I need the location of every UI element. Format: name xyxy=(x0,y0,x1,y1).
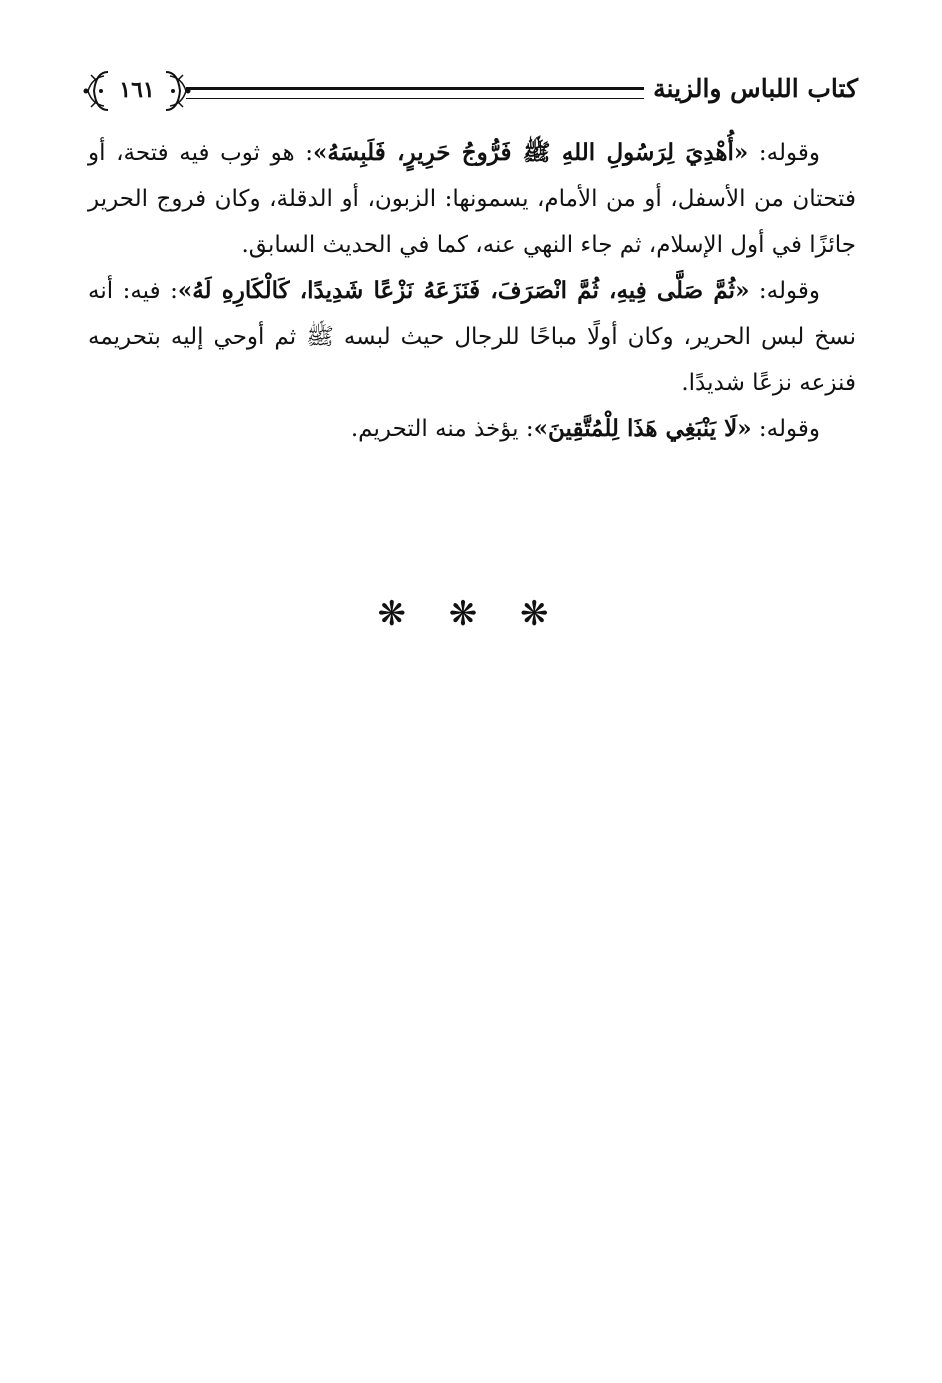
paragraph-lead: وقوله: xyxy=(749,278,820,304)
page-number: ١٦١ xyxy=(119,77,155,103)
header-rule xyxy=(186,87,644,99)
paragraph xyxy=(88,268,856,406)
running-header-title: كتاب اللباس والزينة xyxy=(653,74,858,103)
section-end-ornament: ❋ ❋ ❋ xyxy=(377,594,565,634)
hadith-quote: «أُهْدِيَ لِرَسُولِ اللهِ ﷺ فَرُّوجُ حَرِيرٍ، فَلَبِسَهُ» xyxy=(313,139,749,166)
page-header xyxy=(82,66,858,120)
hadith-quote: «ثُمَّ صَلَّى فِيهِ، ثُمَّ انْصَرَفَ، فَنَزَعَهُ نَزْعًا شَدِيدًا، كَالْكَارِهِ لَهُ» xyxy=(177,277,750,304)
paragraph xyxy=(88,130,856,268)
paragraph-lead: وقوله: xyxy=(751,416,820,442)
paragraph-commentary: : يؤخذ منه التحريم. xyxy=(350,416,534,442)
hadith-quote: «لَا يَنْبَغِي هَذَا لِلْمُتَّقِينَ» xyxy=(533,415,752,442)
paragraph xyxy=(88,406,856,452)
paragraph-lead: وقوله: xyxy=(748,140,820,166)
page-body xyxy=(88,130,856,452)
paragraph-commentary: : هو ثوب فيه فتحة، أو فتحتان من الأسفل، أو من الأمام، يسمونها: الزبون، أو الدقلة، وكان فروج الحرير جائزًا في أول الإسلام، ثم جاء النهي عنه، كما في الحديث السابق. xyxy=(88,140,856,258)
page-number-ornament xyxy=(82,66,192,116)
paragraph-commentary: : فيه: أنه نسخ لبس الحرير، وكان أولًا مباحًا للرجال حيث لبسه ﷺ ثم أوحي إليه بتحريمه فنزعه نزعًا شديدًا. xyxy=(88,278,856,396)
